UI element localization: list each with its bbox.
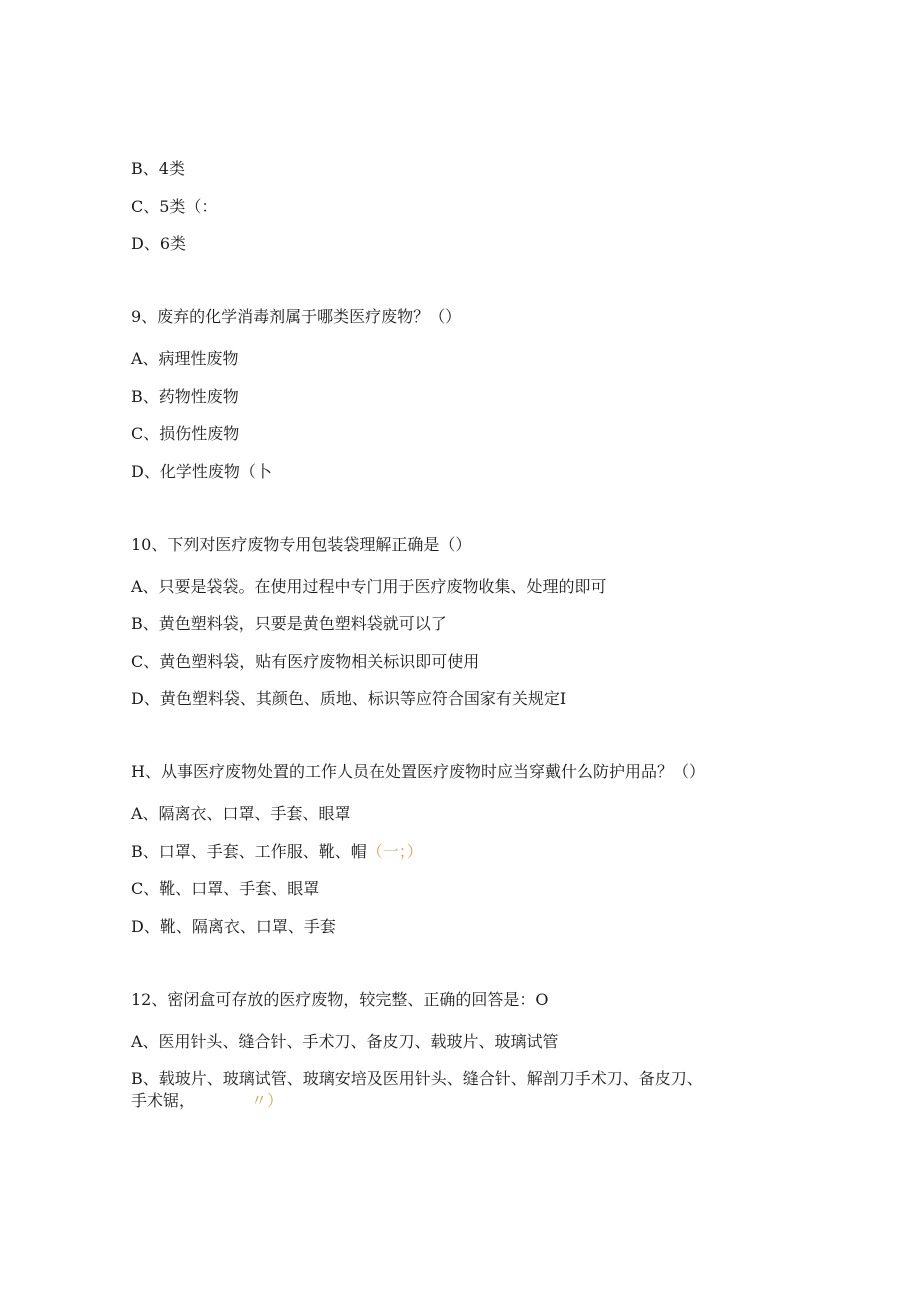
answer-mark: 〃） (251, 1091, 284, 1110)
option-d: D、靴、隔离衣、口罩、手套 (131, 917, 336, 936)
option-c: C、损伤性废物 (131, 424, 240, 443)
option-b-continued-row (131, 1091, 283, 1111)
answer-mark: （一；） (366, 842, 423, 861)
option-b-row (131, 842, 423, 862)
option-d: D、化学性废物（卜 (131, 462, 272, 481)
option-b: B、黄色塑料袋，只要是黄色塑料袋就可以了 (131, 614, 447, 633)
option-d: D、黄色塑料袋、其颜色、质地、标识等应符合国家有关规定I (131, 689, 567, 708)
question-11: H、从事医疗废物处置的工作人员在处置医疗废物时应当穿戴什么防护用品？（） (131, 762, 705, 781)
option-c: C、靴、口罩、手套、眼罩 (131, 879, 320, 898)
question-12: 12、密闭盒可存放的医疗废物，较完整、正确的回答是：O (131, 990, 549, 1009)
option-b: B、药物性废物 (131, 387, 239, 406)
option-a: A、隔离衣、口罩、手套、眼罩 (131, 804, 351, 823)
option-b: B、4类 (131, 159, 185, 178)
option-a: A、只要是袋袋。在使用过程中专门用于医疗废物收集、处理的即可 (131, 577, 607, 596)
option-b: B、口罩、手套、工作服、靴、帽 (131, 842, 367, 861)
option-b: B、载玻片、玻璃试管、玻璃安培及医用针头、缝合针、解剖刀手术刀、备皮刀、 (131, 1069, 703, 1088)
option-d: D、6类 (131, 234, 187, 253)
question-10: 10、下列对医疗废物专用包装袋理解正确是（） (131, 535, 472, 554)
option-c: C、黄色塑料袋，贴有医疗废物相关标识即可使用 (131, 652, 480, 671)
question-9: 9、废弃的化学消毒剂属于哪类医疗废物？（） (131, 307, 462, 326)
option-b-continued: 手术锯， (131, 1091, 196, 1110)
option-a: A、病理性废物 (131, 349, 239, 368)
option-a: A、医用针头、缝合针、手术刀、备皮刀、载玻片、玻璃试管 (131, 1032, 559, 1051)
option-c: C、5类（： (131, 197, 218, 216)
